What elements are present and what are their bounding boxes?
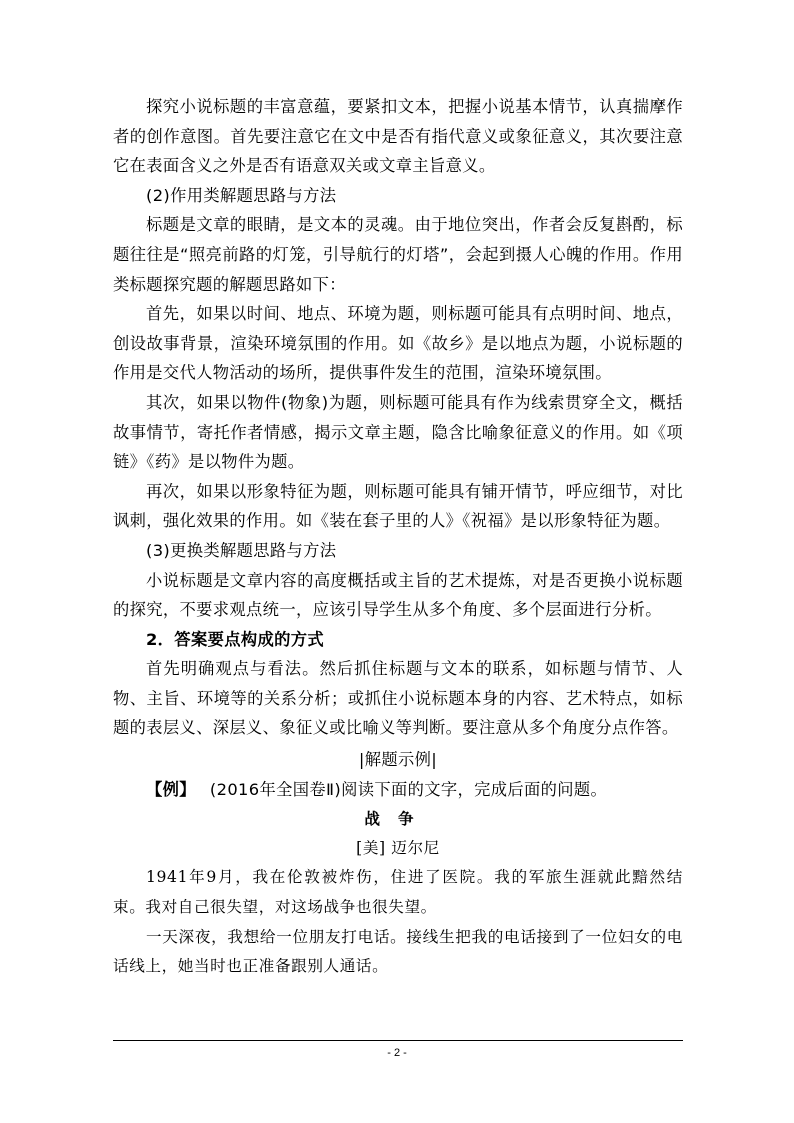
example-source: (2016年全国卷Ⅱ) [209,779,342,799]
footer-divider [113,1040,683,1041]
paragraph-second: 其次，如果以物件(物象)为题，则标题可能具有作为线索贯穿全文，概括故事情节，寄托作者情感，揭示文章主题，隐含比喻象征意义的作用。如《项链》《药》是以物件为题。 [113,392,683,472]
paragraph-third: 再次，如果以形象特征为题，则标题可能具有铺开情节，呼应细节，对比讽刺，强化效果的作用。如《装在套子里的人》《祝福》是以形象特征为题。 [113,481,683,531]
paragraph-title-role: 标题是文章的眼睛，是文本的灵魂。由于地位突出，作者会反复斟酌，标题往往是“照亮前路的灯笼，引导航行的灯塔”，会起到摄人心魄的作用。作用类标题探究题的解题思路如下： [113,215,683,294]
example-label: 【例】 [146,779,188,799]
page-number: - 2 - [387,1047,407,1059]
paragraph-title-meaning: 探究小说标题的丰富意蕴，要紧扣文本，把握小说基本情节，认真揣摩作者的创作意图。首先要注意它在文中是否有指代意义或象征意义，其次要注意它在表面含义之外是否有语意双关或文章主旨意义。 [113,97,683,176]
example-instruction: 阅读下面的文字，完成后面的问题。 [341,779,608,799]
story-title: 战争 [364,809,432,829]
heading-replace-type: (3)更换类解题思路与方法 [146,540,337,560]
heading-answer-points: 2．答案要点构成的方式 [146,629,324,649]
story-paragraph-1: 1941年9月，我在伦敦被炸伤，住进了医院。我的军旅生涯就此黯然结束。我对自己很失望，对这场战争也很失望。 [113,868,683,917]
story-paragraph-2: 一天深夜，我想给一位朋友打电话。接线生把我的电话接到了一位妇女的电话线上，她当时也正准备跟别人通话。 [113,927,683,976]
heading-function-type: (2)作用类解题思路与方法 [146,185,337,205]
section-mark-example: |解题示例| [358,750,438,770]
paragraph-replace: 小说标题是文章内容的高度概括或主旨的艺术提炼，对是否更换小说标题的探究，不要求观点统一，应该引导学生从多个角度、多个层面进行分析。 [113,570,683,620]
document-body [113,92,683,982]
example-intro [113,775,683,805]
paragraph-first: 首先，如果以时间、地点、环境为题，则标题可能具有点明时间、地点，创设故事背景，渲染环境氛围的作用。如《故乡》是以地点为题，小说标题的作用是交代人物活动的场所，提供事件发生的范围，渲染环境氛围。 [113,304,683,383]
paragraph-answer: 首先明确观点与看法。然后抓住标题与文本的联系，如标题与情节、人物、主旨、环境等的关系分析；或抓住小说标题本身的内容、艺术特点，如标题的表层义、深层义、象征义或比喻义等判断。要注意从多个角度分点作答。 [113,659,683,738]
story-author: [美] 迈尔尼 [356,838,440,857]
